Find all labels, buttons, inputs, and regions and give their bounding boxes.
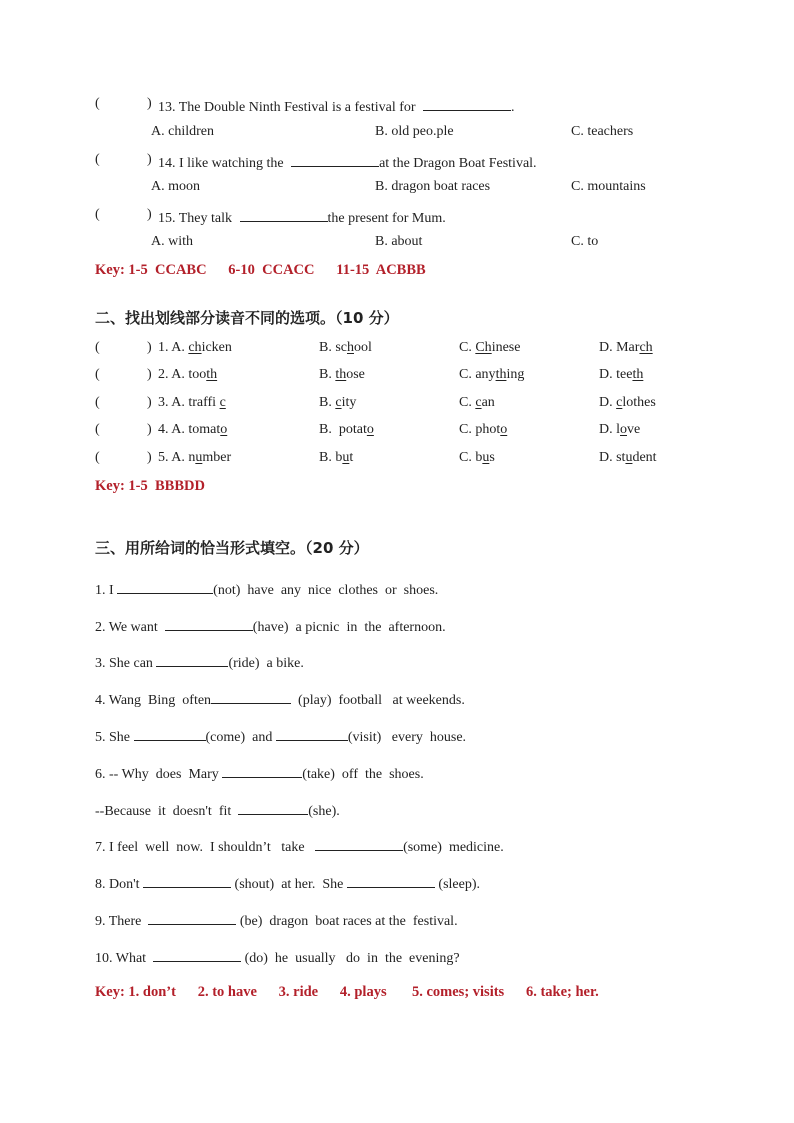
- fill-in-item: [95, 579, 438, 599]
- answer-paren-open: (: [95, 367, 100, 382]
- item-text: 2. We want: [95, 620, 165, 635]
- option-b: B. city: [319, 395, 357, 410]
- answer-key-part3: Key: 1. don’t 2. to have 3. ride 4. plays 5. comes; visits 6. take; her.: [95, 984, 599, 1000]
- section-heading-2: 二、找出划线部分读音不同的选项。（10 分）: [95, 309, 399, 327]
- option-d: D. student: [599, 450, 657, 465]
- option-c: C. to: [571, 234, 599, 249]
- answer-paren-open: (: [95, 450, 100, 465]
- question-15-prefix: 15. They talk: [158, 211, 233, 226]
- underlined-letters: u: [195, 450, 203, 465]
- option-b: B. about: [375, 234, 423, 249]
- answer-blank[interactable]: [315, 836, 403, 851]
- item-text: 10. What: [95, 951, 154, 966]
- answer-paren-close: ): [147, 422, 152, 437]
- answer-key-part1: Key: 1-5 CCABC 6-10 CCACC 11-15 ACBBB: [95, 262, 426, 278]
- item-text: 5. She: [95, 730, 134, 745]
- item-text: (not) have any nice clothes or shoes.: [213, 583, 439, 598]
- item-text: 1. I: [95, 583, 118, 598]
- fill-in-item: [95, 947, 460, 967]
- answer-blank[interactable]: [240, 207, 328, 222]
- answer-paren-close: ): [147, 395, 152, 410]
- underlined-letters: o: [366, 422, 374, 437]
- item-text: (do) he usually do in the evening?: [241, 951, 460, 966]
- answer-paren-open: (: [95, 395, 100, 410]
- underlined-letters: ch: [188, 340, 202, 355]
- option-c: C. can: [459, 395, 495, 410]
- option-a: A. with: [151, 234, 193, 249]
- underlined-letters: o: [620, 422, 627, 437]
- answer-blank[interactable]: [143, 873, 231, 888]
- fill-in-item: [95, 763, 424, 783]
- answer-key-part2: Key: 1-5 BBBDD: [95, 478, 205, 494]
- underlined-letters: o: [500, 422, 508, 437]
- underlined-letters: h: [347, 340, 354, 355]
- fill-in-item: [95, 689, 465, 709]
- question-number: 4. A. tomato: [158, 422, 228, 437]
- option-b: B. dragon boat races: [375, 179, 491, 194]
- item-text: 7. I feel well now. I shouldn’t take: [95, 840, 316, 855]
- item-text: 9. There: [95, 914, 149, 929]
- answer-blank[interactable]: [211, 689, 291, 704]
- question-number: 5. A. number: [158, 450, 232, 465]
- underlined-letters: th: [206, 367, 218, 382]
- fill-in-item: [95, 652, 304, 672]
- item-text: --Because it doesn't fit: [95, 804, 239, 819]
- item-text: (visit) every house.: [347, 730, 467, 745]
- answer-paren-close: ): [147, 367, 152, 382]
- answer-paren-open: (: [95, 152, 100, 167]
- option-a: A. moon: [151, 179, 200, 194]
- item-text: 3. She can: [95, 656, 157, 671]
- answer-paren-close: ): [147, 207, 152, 222]
- answer-paren-open: (: [95, 207, 100, 222]
- item-text: (some) medicine.: [403, 840, 504, 855]
- option-b: B. potato: [319, 422, 374, 437]
- item-text: 8. Don't: [95, 877, 144, 892]
- option-b: B. but: [319, 450, 354, 465]
- underlined-letters: Ch: [475, 340, 492, 355]
- option-d: D. teeth: [599, 367, 644, 382]
- option-d: D. love: [599, 422, 641, 437]
- underlined-letters: c: [219, 395, 226, 410]
- option-a: tomato: [188, 422, 228, 437]
- option-a: chicken: [188, 340, 232, 355]
- item-text: (ride) a bike.: [228, 656, 304, 671]
- underlined-letters: u: [342, 450, 350, 465]
- answer-blank[interactable]: [222, 763, 302, 778]
- item-text: (come) and: [205, 730, 276, 745]
- option-c: C. Chinese: [459, 340, 521, 355]
- question-13-suffix: .: [511, 100, 515, 115]
- option-c: C. mountains: [571, 179, 646, 194]
- underlined-letters: u: [625, 450, 633, 465]
- option-b: B. school: [319, 340, 372, 355]
- fill-in-item: [95, 910, 458, 930]
- fill-in-item: [95, 726, 466, 746]
- item-text: (be) dragon boat races at the festival.: [236, 914, 458, 929]
- underlined-letters: c: [335, 395, 342, 410]
- answer-blank[interactable]: [134, 726, 206, 741]
- answer-blank[interactable]: [153, 947, 241, 962]
- answer-paren-close: ): [147, 340, 152, 355]
- answer-paren-close: ): [147, 152, 152, 167]
- answer-blank[interactable]: [165, 616, 253, 631]
- underlined-letters: th: [632, 367, 644, 382]
- answer-paren-open: (: [95, 422, 100, 437]
- question-15-suffix: the present for Mum.: [327, 211, 446, 226]
- answer-paren-open: (: [95, 340, 100, 355]
- item-text: (shout) at her. She: [231, 877, 347, 892]
- option-a: number: [188, 450, 232, 465]
- answer-paren-close: ): [147, 96, 152, 111]
- fill-in-item: [95, 800, 340, 820]
- option-c: C. teachers: [571, 124, 634, 139]
- underlined-letters: u: [482, 450, 490, 465]
- question-15-text: [158, 207, 446, 227]
- item-text: (take) off the shoes.: [302, 767, 424, 782]
- option-d: D. clothes: [599, 395, 656, 410]
- underlined-letters: c: [616, 395, 623, 410]
- option-a: tooth: [188, 367, 218, 382]
- option-b: B. those: [319, 367, 365, 382]
- answer-blank[interactable]: [238, 800, 308, 815]
- question-13-prefix: 13. The Double Ninth Festival is a festival for: [158, 100, 416, 115]
- question-number: 2. A. tooth: [158, 367, 218, 382]
- underlined-letters: c: [475, 395, 482, 410]
- question-14-suffix: at the Dragon Boat Festival.: [379, 156, 537, 171]
- answer-blank[interactable]: [423, 96, 511, 111]
- item-text: (play) football at weekends.: [291, 693, 465, 708]
- item-text: (have) a picnic in the afternoon.: [252, 620, 446, 635]
- question-13-text: [158, 96, 515, 116]
- item-text: 4. Wang Bing often: [95, 693, 212, 708]
- answer-blank[interactable]: [156, 652, 228, 667]
- answer-paren-open: (: [95, 96, 100, 111]
- question-14-prefix: 14. I like watching the: [158, 156, 284, 171]
- item-text: (she).: [308, 804, 340, 819]
- answer-blank[interactable]: [117, 579, 213, 594]
- question-number: 3. A. traffi c: [158, 395, 226, 410]
- option-d: D. March: [599, 340, 653, 355]
- option-a: A. children: [151, 124, 214, 139]
- underlined-letters: o: [220, 422, 228, 437]
- option-a: traffi c: [188, 395, 226, 410]
- item-text: (sleep).: [434, 877, 480, 892]
- fill-in-item: [95, 836, 504, 856]
- fill-in-item: [95, 873, 480, 893]
- section-heading-3: 三、用所给词的恰当形式填空。（20 分）: [95, 539, 369, 557]
- answer-blank[interactable]: [276, 726, 348, 741]
- option-c: C. photo: [459, 422, 508, 437]
- question-14-text: [158, 152, 537, 172]
- underlined-letters: ch: [639, 340, 653, 355]
- underlined-letters: th: [495, 367, 507, 382]
- answer-paren-close: ): [147, 450, 152, 465]
- underlined-letters: th: [335, 367, 347, 382]
- answer-blank[interactable]: [148, 910, 236, 925]
- item-text: 6. -- Why does Mary: [95, 767, 223, 782]
- answer-blank[interactable]: [291, 152, 379, 167]
- option-c: C. anything: [459, 367, 525, 382]
- option-c: C. bus: [459, 450, 495, 465]
- fill-in-item: [95, 616, 446, 636]
- answer-blank[interactable]: [347, 873, 435, 888]
- option-b: B. old peo.ple: [375, 124, 454, 139]
- question-number: 1. A. chicken: [158, 340, 232, 355]
